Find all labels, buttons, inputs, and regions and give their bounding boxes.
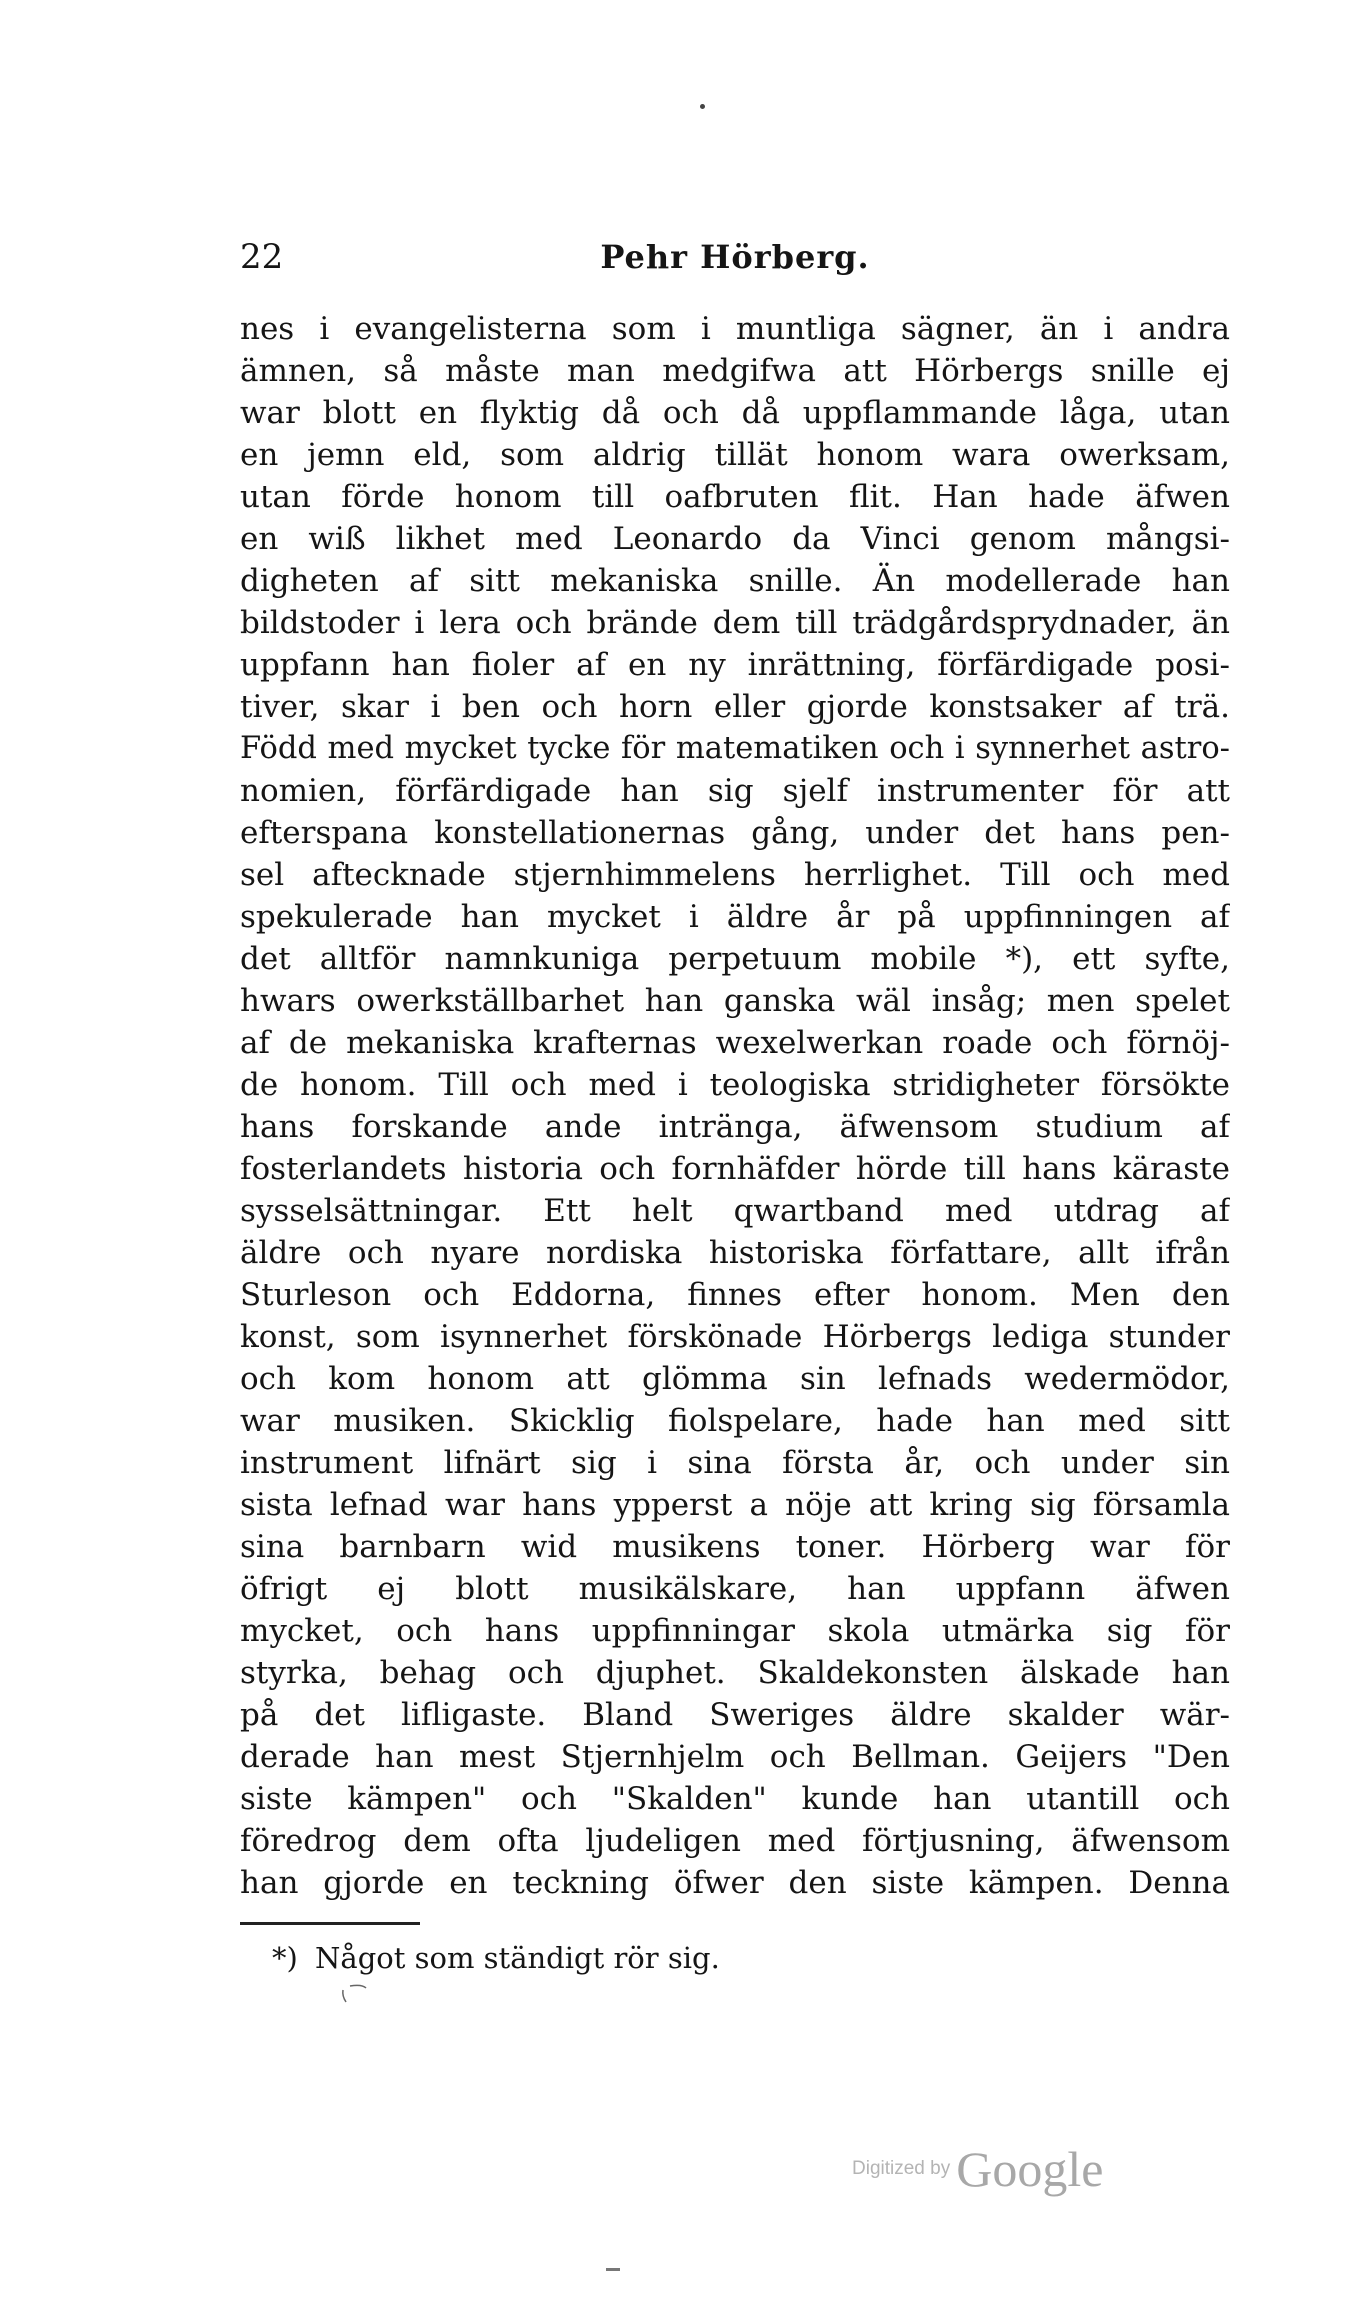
text-line: mycket, och hans uppfinningar skola utmärka sig för (240, 1613, 1230, 1649)
text-line: instrument lifnärt sig i sina första år, och under sin (240, 1445, 1230, 1481)
text-line: en jemn eld, som aldrig tillät honom wara owerksam, (240, 437, 1230, 473)
text-line: hans forskande ande intränga, äfwensom studium af (240, 1109, 1230, 1145)
digitized-watermark (852, 2140, 1132, 2200)
text-line: utan förde honom till oafbruten flit. Han hade äfwen (240, 479, 1230, 515)
text-line: styrka, behag och djuphet. Skaldekonsten älskade han (240, 1655, 1230, 1691)
text-line: digheten af sitt mekaniska snille. Än modellerade han (240, 563, 1230, 599)
text-line: war musiken. Skicklig fiolspelare, hade han med sitt (240, 1403, 1230, 1439)
text-line: konst, som isynnerhet förskönade Hörbergs lediga stunder (240, 1319, 1230, 1355)
pencil-mark (340, 1982, 370, 2008)
text-line: spekulerade han mycket i äldre år på uppfinningen af (240, 899, 1230, 935)
text-line: på det lifligaste. Bland Sweriges äldre skalder wär- (240, 1697, 1230, 1733)
text-line: sel aftecknade stjernhimmelens herrlighet. Till och med (240, 857, 1230, 893)
text-line: af de mekaniska krafternas wexelwerkan roade och förnöj- (240, 1025, 1230, 1061)
watermark-brand: Google (956, 2141, 1104, 2197)
running-title: Pehr Hörberg. (600, 238, 870, 276)
footnote-rule (240, 1922, 420, 1925)
text-line: äldre och nyare nordiska historiska författare, allt ifrån (240, 1235, 1230, 1271)
text-line: en wiß likhet med Leonardo da Vinci genom mångsi- (240, 521, 1230, 557)
footnote (272, 1938, 720, 1978)
running-head (240, 232, 1230, 282)
text-line: ämnen, så måste man medgifwa att Hörbergs snille ej (240, 353, 1230, 389)
text-line: det alltför namnkuniga perpetuum mobile *), ett syfte, (240, 941, 1230, 977)
text-line: uppfann han fioler af en ny inrättning, förfärdigade posi- (240, 647, 1230, 683)
text-line: nes i evangelisterna som i muntliga sägner, än i andra (240, 311, 1230, 347)
text-line: öfrigt ej blott musikälskare, han uppfann äfwen (240, 1571, 1230, 1607)
text-line: sysselsättningar. Ett helt qwartband med utdrag af (240, 1193, 1230, 1229)
stray-dot (700, 104, 705, 109)
text-line: han gjorde en teckning öfwer den siste kämpen. Denna (240, 1865, 1230, 1901)
bottom-dash (606, 2268, 620, 2271)
watermark-prefix: Digitized by (852, 2158, 951, 2179)
text-line: sista lefnad war hans ypperst a nöje att kring sig församla (240, 1487, 1230, 1523)
text-line: siste kämpen" och "Skalden" kunde han utantill och (240, 1781, 1230, 1817)
text-line: sina barnbarn wid musikens toner. Hörberg war för (240, 1529, 1230, 1565)
footnote-marker: *) (272, 1941, 298, 1975)
text-line: föredrog dem ofta ljudeligen med förtjusning, äfwensom (240, 1823, 1230, 1859)
text-line: Sturleson och Eddorna, finnes efter honom. Men den (240, 1277, 1230, 1313)
text-line: bildstoder i lera och brände dem till trädgårdsprydnader, än (240, 605, 1230, 641)
text-line: derade han mest Stjernhjelm och Bellman. Geijers "Den (240, 1739, 1230, 1775)
text-line: hwars owerkställbarhet han ganska wäl insåg; men spelet (240, 983, 1230, 1019)
text-line: efterspana konstellationernas gång, under det hans pen- (240, 815, 1230, 851)
body-text (240, 308, 1230, 1904)
text-line: Född med mycket tycke för matematiken och i synnerhet astro- (240, 731, 1230, 766)
page-number: 22 (240, 237, 284, 277)
text-line: war blott en flyktig då och då uppflammande låga, utan (240, 395, 1230, 431)
text-line: fosterlandets historia och fornhäfder hörde till hans käraste (240, 1151, 1230, 1187)
text-line: tiver, skar i ben och horn eller gjorde konstsaker af trä. (240, 689, 1230, 725)
text-line: nomien, förfärdigade han sig sjelf instrumenter för att (240, 773, 1230, 809)
text-line: och kom honom att glömma sin lefnads wedermödor, (240, 1361, 1230, 1397)
text-line: de honom. Till och med i teologiska stridigheter försökte (240, 1067, 1230, 1103)
footnote-text: Något som ständigt rör sig. (315, 1941, 720, 1975)
